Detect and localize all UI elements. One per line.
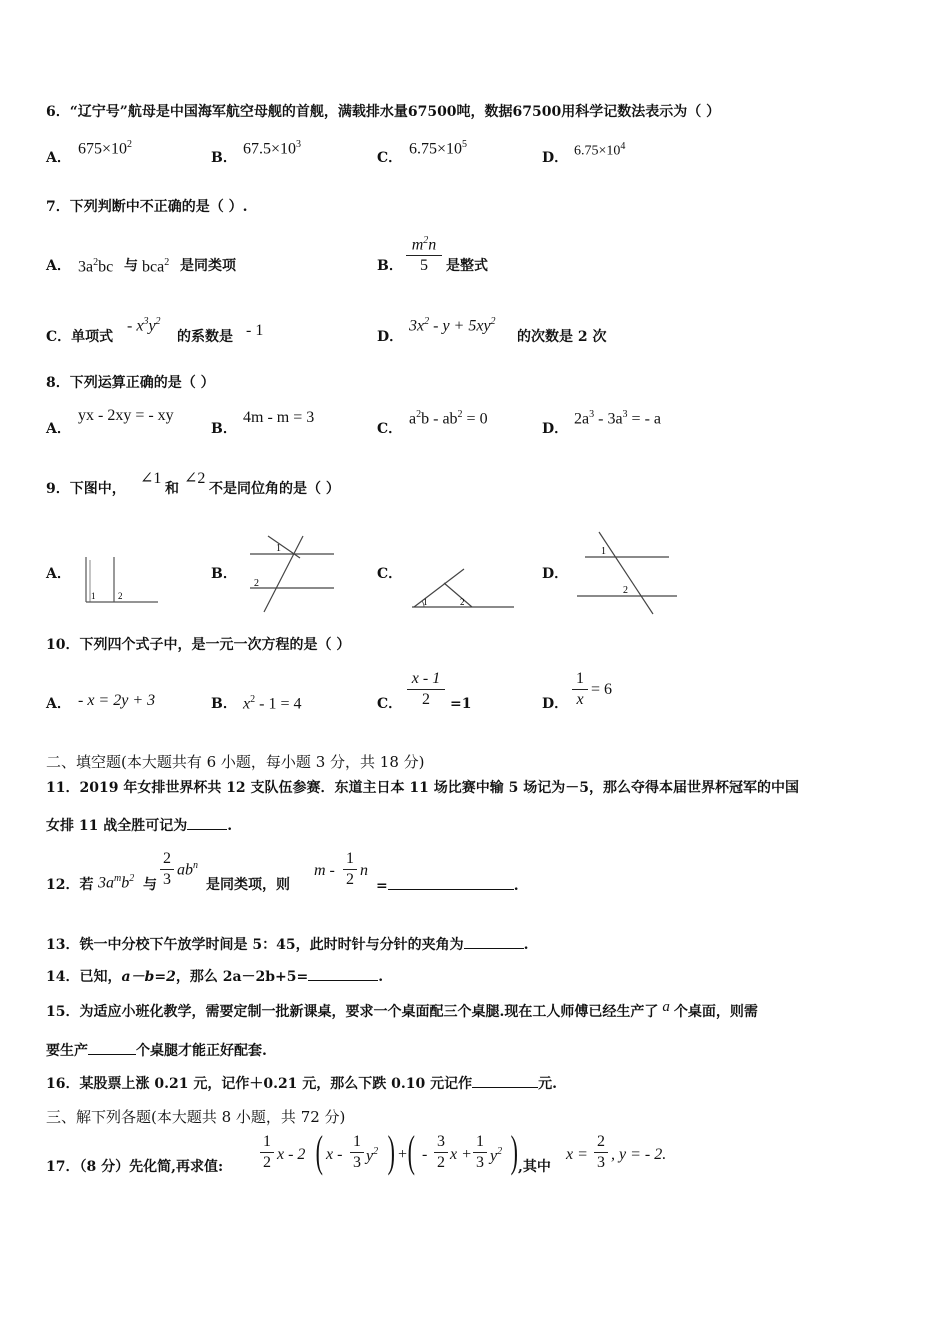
- q8-option-b-label: B．: [211, 421, 237, 437]
- q9-option-c-label: C．: [377, 566, 403, 582]
- q7-option-c-term: - $x^3y^2$: [127, 316, 161, 335]
- q12-fraction1: 2 3: [160, 850, 174, 889]
- q9-figure-a: [80, 555, 160, 605]
- q14: 14．已知，a－b=2，那么 2a－2b+5= .: [46, 969, 384, 985]
- q16: 16．某股票上涨 0.21 元，记作＋0.21 元，那么下跌 0.10 元记作 元.: [46, 1076, 558, 1092]
- section-2-heading: 二、填空题(本大题共有 6 小题，每小题 3 分，共 18 分): [46, 753, 425, 771]
- q7-option-d-expr: $3x^2 - y + 5xy^2$: [409, 316, 496, 335]
- q12-term2: $ab^n$: [177, 860, 198, 879]
- q8-option-d: $2a^3 - 3a^3$ = - a: [574, 409, 661, 428]
- q8-option-a-label: A．: [46, 421, 71, 437]
- q10-option-a: - x = 2y + 3: [78, 692, 156, 709]
- q17-frac5: 2 3: [594, 1133, 608, 1172]
- q12-mid: 是同类项，则: [206, 877, 290, 893]
- q17-lparen1: (: [315, 1127, 323, 1176]
- q10-option-c-label: C．: [377, 696, 403, 712]
- q17-term7: x =: [566, 1146, 588, 1163]
- q7-option-b-text: 是整式: [446, 258, 488, 274]
- q8-option-d-label: D．: [542, 421, 569, 437]
- q11-line2: 女排 11 战全胜可记为 .: [46, 818, 233, 834]
- q9-figure-c: [410, 565, 518, 611]
- q9-option-b-label: B．: [211, 566, 237, 582]
- q8-option-c: $a^2b - ab^2 = 0$: [409, 409, 488, 428]
- q17-rparen2: ): [510, 1127, 518, 1176]
- q17-term3: $y^2$: [366, 1146, 379, 1165]
- svg-text:2: 2: [623, 585, 628, 596]
- q17-term1: x - 2: [277, 1146, 306, 1163]
- svg-text:1: 1: [601, 546, 606, 557]
- q12-and: 与: [143, 877, 157, 893]
- q7-option-b-label: B．: [377, 258, 403, 274]
- q10-option-d-eq: = 6: [591, 681, 613, 698]
- q9-option-d-label: D．: [542, 566, 569, 582]
- q7-stem: 7．下列判断中不正确的是（ ）.: [46, 199, 248, 215]
- q8-option-b: 4m - m = 3: [243, 409, 315, 426]
- q9-stem-post: 不是同位角的是（ ）: [209, 481, 340, 497]
- q17-pre: 17．（8 分）先化简,再求值:: [46, 1159, 224, 1175]
- q9-figure-d: [575, 530, 679, 616]
- q12-pre: 12．若: [46, 877, 94, 893]
- q12-expr-m: m -: [314, 862, 335, 879]
- svg-text:2: 2: [254, 578, 259, 589]
- q10-option-c-fraction: x - 1 2: [407, 670, 445, 709]
- q8-stem: 8．下列运算正确的是（ ）: [46, 375, 215, 391]
- q6-option-d: $6.75\times 10^4$: [574, 141, 626, 159]
- q7-option-c-coef: - 1: [246, 322, 264, 339]
- q17-term8: , y = - 2.: [611, 1146, 667, 1163]
- q7-option-c-text: 的系数是: [177, 329, 233, 345]
- q7-option-b-fraction: $m^2n$ 5: [406, 232, 442, 275]
- q7-option-a-text: 是同类项: [180, 258, 236, 274]
- q12-term1: $3a^mb^2$: [98, 873, 135, 892]
- q7-option-a-term2: bca$^2$: [142, 257, 170, 276]
- q10-option-a-label: A．: [46, 696, 71, 712]
- q17-term5: x +: [450, 1146, 472, 1163]
- q15-line2: 要生产 个桌腿才能正好配套.: [46, 1043, 267, 1059]
- q9-stem-pre: 9．下图中，: [46, 481, 126, 497]
- q7-option-a-and: 与: [124, 258, 138, 274]
- q17-frac1: 1 2: [260, 1133, 274, 1172]
- q8-option-c-label: C．: [377, 421, 403, 437]
- q6-option-b: $67.5\times 10^3$: [243, 139, 302, 158]
- q17-frac3: 3 2: [434, 1133, 448, 1172]
- section-3-heading: 三、解下列各题(本大题共 8 小题，共 72 分): [46, 1108, 346, 1126]
- svg-text:2: 2: [118, 591, 123, 601]
- q17-term4: -: [422, 1146, 428, 1163]
- q17-term2: x -: [326, 1146, 343, 1163]
- q12-answer: = .: [376, 878, 519, 894]
- q10-option-b: $x^2 - 1 = 4$: [243, 694, 302, 713]
- q7-option-d-text: 的次数是 2 次: [517, 329, 607, 345]
- svg-text:1: 1: [91, 591, 96, 601]
- q6-stem: 6．“辽宁号”航母是中国海军航空母舰的首舰，满载排水量67500吨，数据67500用科学记数法表示为（ ）: [46, 104, 721, 120]
- q6-option-a-label: A．: [46, 150, 71, 166]
- q10-option-b-label: B．: [211, 696, 237, 712]
- q9-figure-b: [248, 534, 338, 614]
- q6-option-d-label: D．: [542, 150, 569, 166]
- q17-frac2: 1 3: [350, 1133, 364, 1172]
- q7-option-a-term1: $3a^2bc$: [78, 257, 114, 276]
- q9-angle1: ∠1: [140, 470, 162, 487]
- svg-text:1: 1: [276, 543, 281, 554]
- q6-option-a: $675\times 10^2$: [78, 139, 133, 158]
- q15-line1: 15．为适应小班化教学，需要定制一批新课桌，要求一个桌面配三个桌腿.现在工人师傅已经生产了 a 个桌面，则需: [46, 999, 758, 1020]
- q9-angle2: ∠2: [184, 470, 206, 487]
- q17-post: ,其中: [518, 1159, 551, 1175]
- q17-lparen2: (: [407, 1127, 415, 1176]
- q17-frac4: 1 3: [473, 1133, 487, 1172]
- q7-option-a-label: A．: [46, 258, 71, 274]
- q17-plus: +: [398, 1146, 408, 1163]
- q10-option-d-label: D．: [542, 696, 569, 712]
- q8-option-a: yx - 2xy = - xy: [78, 407, 174, 424]
- q17-rparen1: ): [387, 1127, 395, 1176]
- q10-option-c-eq: =1: [450, 696, 472, 712]
- q12-expr-n: n: [360, 862, 368, 879]
- q6-option-c-label: C．: [377, 150, 403, 166]
- q9-option-a-label: A．: [46, 566, 71, 582]
- q17-term6: $y^2$: [490, 1146, 503, 1165]
- svg-text:2: 2: [460, 597, 465, 607]
- q11-line1: 11．2019 年女排世界杯共 12 支队伍参赛．东道主日本 11 场比赛中输 5 场记为－5，那么夺得本届世界杯冠军的中国: [46, 780, 800, 796]
- q10-option-d-fraction: 1 x: [572, 670, 588, 709]
- q7-option-c-label: C．单项式: [46, 329, 114, 345]
- q6-option-c: $6.75\times 10^5$: [409, 139, 468, 158]
- q7-option-d-label: D．: [377, 329, 404, 345]
- q12-fraction2: 1 2: [343, 850, 357, 889]
- svg-text:1: 1: [423, 597, 428, 607]
- q6-option-b-label: B．: [211, 150, 237, 166]
- q13: 13．铁一中分校下午放学时间是 5：45，此时时针与分针的夹角为 .: [46, 937, 529, 953]
- q10-stem: 10．下列四个式子中，是一元一次方程的是（ ）: [46, 637, 351, 653]
- q9-and: 和: [165, 481, 179, 497]
